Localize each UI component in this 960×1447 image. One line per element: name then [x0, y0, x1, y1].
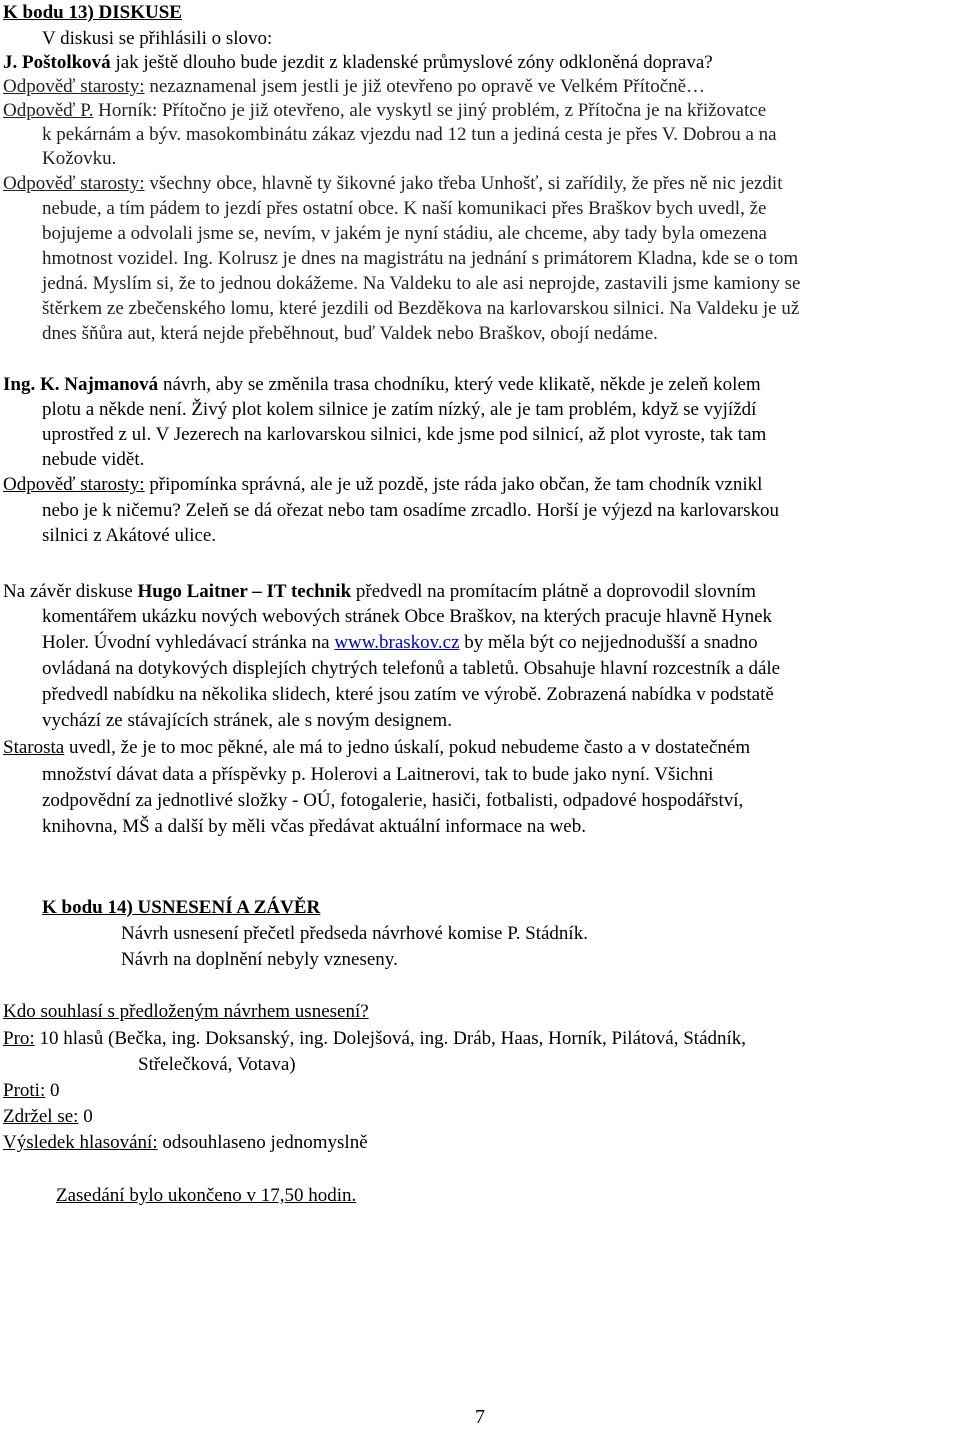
- meeting-closing: Zasedání bylo ukončeno v 17,50 hodin.: [56, 1185, 357, 1206]
- vote-pro-value: 10 hlasů (Bečka, ing. Doksanský, ing. Dolejšová, ing. Dráb, Haas, Horník, Pilátová, Stádník,: [34, 1028, 747, 1049]
- section-14-heading: K bodu 14) USNESENÍ A ZÁVĚR: [42, 897, 321, 918]
- laitner-paragraph-line-2: komentářem ukázku nových webových stránek Obce Braškov, na kterých pracuje hlavně Hynek: [42, 606, 773, 627]
- question-text: jak ještě dlouho bude jezdit z kladenské průmyslové zóny odkloněná doprava?: [110, 52, 713, 73]
- answer-mayor-3-line-2: nebo je k ničemu? Zeleň se dá ořezat nebo tam osadíme zrcadlo. Horší je výjezd na karlovarskou: [42, 500, 780, 521]
- vote-pro-line-2: Střelečková, Votava): [138, 1054, 296, 1075]
- section-13-intro: V diskusi se přihlásili o slovo:: [42, 28, 273, 49]
- answer-hornik-line-3: Kožovku.: [42, 148, 117, 169]
- answer-hornik-line-1: [3, 99, 766, 123]
- page-number: 7: [475, 1406, 485, 1428]
- laitner-paragraph-line-5: předvedl nabídku na několika slidech, které jsou zatím ve výrobě. Zobrazená nabídka v podstatě: [42, 684, 774, 705]
- vote-result: [3, 1131, 368, 1155]
- laitner-paragraph-line-4: ovládaná na dotykových displejích chytrých telefonů a tabletů. Obsahuje hlavní rozcestník a dále: [42, 658, 781, 679]
- vote-result-label: Výsledek hlasování:: [3, 1132, 158, 1153]
- answer-mayor-3-line-3: silnici z Akátové ulice.: [42, 525, 217, 546]
- answer-label: Odpověď starosty:: [3, 474, 145, 495]
- mayor-comment-line-3: zodpovědní za jednotlivé složky - OÚ, fotogalerie, hasiči, fotbalisti, odpadové hospodářství,: [42, 790, 744, 811]
- answer-text: nezaznamenal jsem jestli je již otevřeno po opravě ve Velkém Přítočně…: [144, 76, 706, 97]
- vote-proti-label: Proti:: [3, 1080, 46, 1101]
- laitner-paragraph-line-1: [3, 580, 756, 604]
- laitner-paragraph-line-3: [42, 631, 758, 655]
- vote-result-value: odsouhlaseno jednomyslně: [157, 1132, 368, 1153]
- paragraph-intro: Na závěr diskuse: [3, 581, 138, 602]
- answer-label: Odpověď starosty:: [3, 173, 145, 194]
- mayor-comment-line-4: knihovna, MŠ a další by měli včas předávat aktuální informace na web.: [42, 816, 586, 837]
- no-amendments-line: Návrh na doplnění nebyly vzneseny.: [121, 949, 398, 970]
- answer-label: Odpověď starosty:: [3, 76, 145, 97]
- answer-mayor-1: [3, 75, 705, 99]
- paragraph-text: Holer. Úvodní vyhledávací stránka na: [42, 632, 335, 653]
- vote-pro-line-1: [3, 1027, 746, 1051]
- answer-mayor-2-line-2: nebude, a tím pádem to jezdí přes ostatní obce. K naší komunikaci přes Braškov bych uvedl, že: [42, 198, 767, 219]
- answer-mayor-2-line-1: [3, 172, 783, 196]
- question-najmanova-line-2: plotu a někde není. Živý plot kolem silnice je zatím nízký, ale je tam problém, když se vyjíždí: [42, 399, 757, 420]
- answer-label: Odpověď P.: [3, 100, 94, 121]
- vote-abstain-label: Zdržel se:: [3, 1106, 79, 1127]
- question-postolkova: [3, 51, 713, 75]
- answer-mayor-2-line-3: bojujeme a odvolali jsme se, nevím, v jakém je nyní stádiu, ale chceme, aby tady byla omezena: [42, 223, 767, 244]
- vote-proti: [3, 1079, 59, 1103]
- resolution-read-line: Návrh usnesení přečetl předseda návrhové komise P. Stádník.: [121, 923, 588, 944]
- vote-proti-value: 0: [45, 1080, 60, 1101]
- question-najmanova-line-4: nebude vidět.: [42, 449, 145, 470]
- answer-hornik-line-2: k pekárnám a býv. masokombinátu zákaz vjezdu nad 12 tun a jediná cesta je přes V. Dobrou a na: [42, 124, 777, 145]
- mayor-comment-line-1: [3, 736, 750, 760]
- presenter-name: Hugo Laitner – IT technik: [137, 581, 352, 602]
- paragraph-text: předvedl na promítacím plátně a doprovodil slovním: [351, 581, 756, 602]
- vote-abstain: [3, 1105, 93, 1129]
- question-najmanova-line-1: [3, 373, 761, 397]
- speaker-name: J. Poštolková: [3, 52, 111, 73]
- speaker-name: Ing. K. Najmanová: [3, 374, 159, 395]
- answer-mayor-3-line-1: [3, 473, 762, 497]
- section-13-heading: K bodu 13) DISKUSE: [3, 2, 182, 23]
- question-najmanova-line-3: uprostřed z ul. V Jezerech na karlovarskou silnici, kde jsme pod silnicí, až plot vyroste, tak tam: [42, 424, 767, 445]
- website-link[interactable]: www.braskov.cz: [334, 632, 460, 653]
- vote-abstain-value: 0: [78, 1106, 93, 1127]
- answer-mayor-2-line-6: štěrkem ze zbečenského lomu, které jezdili od Bezděkova na karlovarskou silnici. Na Valdeku je už: [42, 298, 800, 319]
- answer-text: připomínka správná, ale je už pozdě, jste ráda jako občan, že tam chodník vznikl: [144, 474, 763, 495]
- paragraph-text: uvedl, že je to moc pěkné, ale má to jedno úskalí, pokud nebudeme často a v dostatečném: [64, 737, 751, 758]
- vote-pro-label: Pro:: [3, 1028, 35, 1049]
- answer-mayor-2-line-5: jedná. Myslím si, že to jednou dokážeme. Na Valdeku to ale asi neprojde, zastavili jsme kamiony se: [42, 273, 801, 294]
- laitner-paragraph-line-6: vychází ze stávajících stránek, ale s novým designem.: [42, 710, 452, 731]
- answer-text: všechny obce, hlavně ty šikovné jako třeba Unhošť, si zařídily, že přes ně nic jezdit: [144, 173, 783, 194]
- paragraph-text: by měla být co nejjednodušší a snadno: [459, 632, 758, 653]
- question-text: návrh, aby se změnila trasa chodníku, který vede klikatě, někde je zeleň kolem: [158, 374, 761, 395]
- vote-question: Kdo souhlasí s předloženým návrhem usnesení?: [3, 1001, 369, 1022]
- answer-text: Horník: Přítočno je již otevřeno, ale vyskytl se jiný problém, z Přítočna je na křižovatce: [93, 100, 767, 121]
- answer-mayor-2-line-7: dnes šňůra aut, která nejde přeběhnout, buď Valdek nebo Braškov, obojí nedáme.: [42, 323, 658, 344]
- mayor-comment-line-2: množství dávat data a příspěvky p. Holerovi a Laitnerovi, tak to bude jako nyní. Všichni: [42, 764, 714, 785]
- answer-mayor-2-line-4: hmotnost vozidel. Ing. Kolrusz je dnes na magistrátu na jednání s primátorem Kladna, kde se o tom: [42, 248, 799, 269]
- speaker-label: Starosta: [3, 737, 65, 758]
